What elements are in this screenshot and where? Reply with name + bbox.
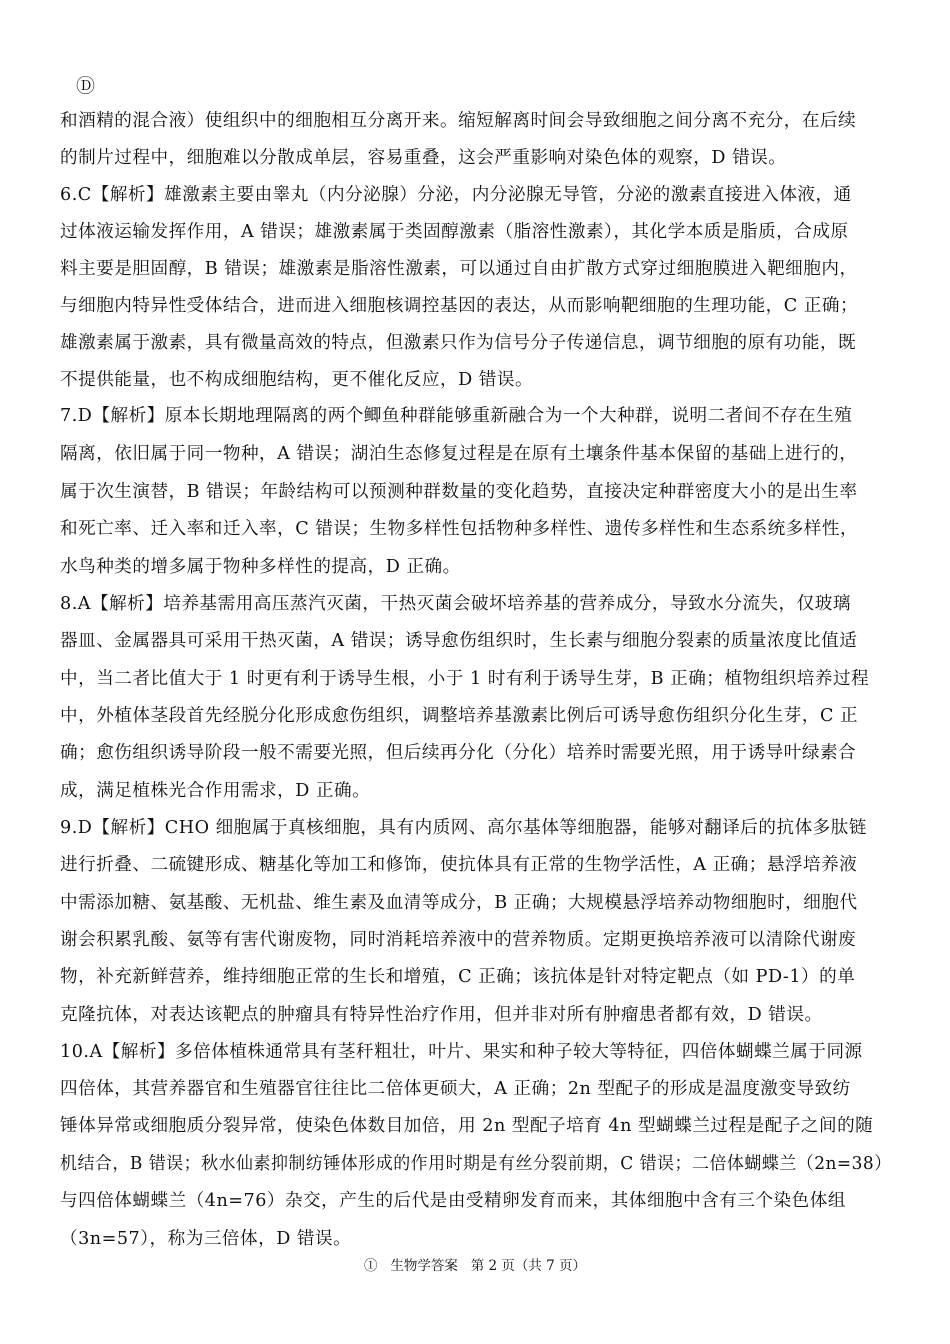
text-line: 7.D【解析】原本长期地理隔离的两个鲫鱼种群能够重新融合为一个大种群，说明二者间不存在生殖 <box>60 406 853 426</box>
text-line: 与细胞内特异性受体结合，进而进入细胞核调控基因的表达，从而影响靶细胞的生理功能，C 正确； <box>60 296 859 316</box>
text-line: 物，补充新鲜营养，维持细胞正常的生长和增殖，C 正确；该抗体是针对特定靶点（如 PD-1）的单 <box>60 967 856 987</box>
text-line: 6.C【解析】雄激素主要由睾丸（内分泌腺）分泌，内分泌腺无导管，分泌的激素直接进入体液，通 <box>60 185 852 205</box>
text-line: 进行折叠、二硫键形成、糖基化等加工和修饰，使抗体具有正常的生物学活性，A 正确；悬浮培养液 <box>60 855 858 875</box>
text-line: 中，外植体茎段首先经脱分化形成愈伤组织，调整培养基激素比例后可诱导愈伤组织分化生芽，C 正 <box>60 706 859 726</box>
text-line: 机结合，B 错误；秋水仙素抑制纺锤体形成的作用时期是有丝分裂前期，C 错误；二倍体蝴蝶兰（2n=38） <box>60 1154 892 1174</box>
text-line: 器皿、金属器具可采用干热灭菌，A 错误；诱导愈伤组织时，生长素与细胞分裂素的质量浓度比值适 <box>60 631 858 651</box>
text-line: 雄激素属于激素，具有微量高效的特点，但激素只作为信号分子传递信息，调节细胞的原有功能，既 <box>60 333 857 353</box>
text-line: 四倍体，其营养器官和生殖器官往往比二倍体更硕大，A 正确；2n 型配子的形成是温度激变导致纺 <box>60 1079 851 1099</box>
text-line: 8.A【解析】培养基需用高压蒸汽灭菌，干热灭菌会破坏培养基的营养成分，导致水分流失，仅玻璃 <box>60 594 851 614</box>
text-line: 料主要是胆固醇，B 错误；雄激素是脂溶性激素，可以通过自由扩散方式穿过细胞膜进入靶细胞内， <box>60 259 858 279</box>
text-line: 克隆抗体，对表达该靶点的肿瘤具有特异性治疗作用，但并非对所有肿瘤患者都有效，D 错误。 <box>60 1005 823 1025</box>
text-line: 10.A【解析】多倍体植株通常具有茎秆粗壮，叶片、果实和种子较大等特征，四倍体蝴蝶兰属于同源 <box>60 1042 863 1062</box>
text-line: 水鸟种类的增多属于物种多样性的提高，D 正确。 <box>60 557 461 577</box>
text-line: 不提供能量，也不构成细胞结构，更不催化反应，D 错误。 <box>60 370 534 390</box>
text-line: 和死亡率、迁入率和迁入率，C 错误；生物多样性包括物种多样性、遗传多样性和生态系统多样性， <box>60 519 859 539</box>
text-line: 属于次生演替，B 错误；年龄结构可以预测种群数量的变化趋势，直接决定种群密度大小的是出生率 <box>60 482 858 502</box>
text-line: 过体液运输发挥作用，A 错误；雄激素属于类固醇激素（脂溶性激素），其化学本质是脂质，合成原 <box>60 222 849 242</box>
text-line: （3n=57），称为三倍体，D 错误。 <box>60 1229 352 1249</box>
text-line: 与四倍体蝴蝶兰（4n=76）杂交，产生的后代是由受精卵发育而来，其体细胞中含有三个染色体组 <box>60 1191 846 1211</box>
text-line: 锤体异常或细胞质分裂异常，使染色体数目加倍，用 2n 型配子培育 4n 型蝴蝶兰过程是配子之间的随 <box>60 1116 874 1136</box>
text-line: 的制片过程中，细胞难以分散成单层，容易重叠，这会严重影响对染色体的观察，D 错误。 <box>60 148 787 168</box>
page-footer: ① 生物学答案 第 2 页（共 7 页） <box>363 1258 587 1274</box>
text-line: 9.D【解析】CHO 细胞属于真核细胞，具有内质网、高尔基体等细胞器，能够对翻译后的抗体多肽链 <box>60 818 867 838</box>
page-marker: Ⓓ <box>76 75 96 97</box>
text-line: 中需添加糖、氨基酸、无机盐、维生素及血清等成分，B 正确；大规模悬浮培养动物细胞时，细胞代 <box>60 893 858 913</box>
text-line: 谢会积累乳酸、氨等有害代谢废物，同时消耗培养液中的营养物质。定期更换培养液可以清除代谢废 <box>60 930 857 950</box>
text-line: 隔离，依旧属于同一物种，A 错误；湖泊生态修复过程是在原有土壤条件基本保留的基础上进行的， <box>60 444 858 464</box>
text-line: 成，满足植株光合作用需求，D 正确。 <box>60 781 371 801</box>
text-line: 确；愈伤组织诱导阶段一般不需要光照，但后续再分化（分化）培养时需要光照，用于诱导叶绿素合 <box>60 743 857 763</box>
text-line: 和酒精的混合液）使组织中的细胞相互分离开来。缩短解离时间会导致细胞之间分离不充分，在后续 <box>60 111 857 131</box>
text-line: 中，当二者比值大于 1 时更有利于诱导生根，小于 1 时有利于诱导生芽，B 正确；植物组织培养过程 <box>60 669 870 689</box>
